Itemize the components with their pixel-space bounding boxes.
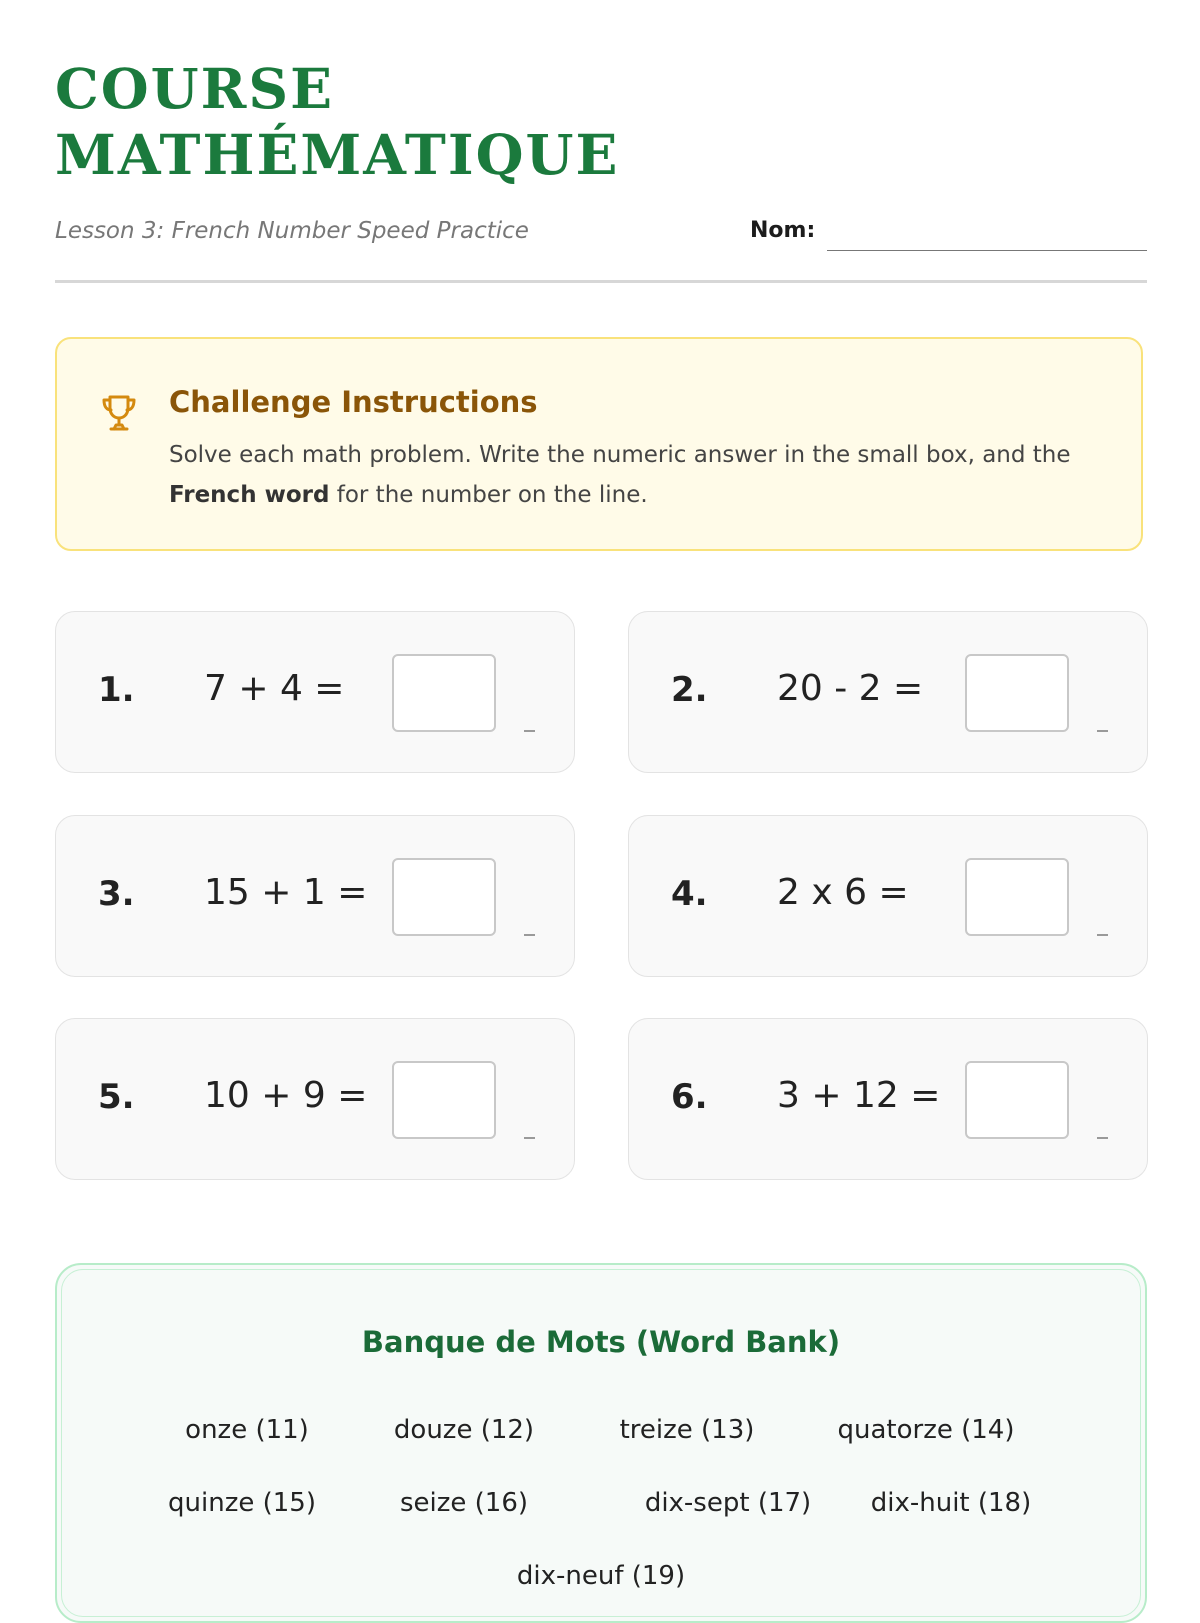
french-word-line[interactable] (1097, 934, 1108, 936)
word-bank-title: Banque de Mots (Word Bank) (361, 1325, 841, 1359)
word-bank-item: dix-huit (18) (870, 1488, 1032, 1518)
instructions-text (169, 435, 1119, 515)
problem-card-3 (55, 815, 575, 977)
answer-box[interactable] (965, 654, 1069, 732)
word-bank (55, 1263, 1147, 1623)
problem-expression: 10 + 9 = (204, 1075, 368, 1116)
answer-box[interactable] (965, 858, 1069, 936)
problem-expression: 7 + 4 = (204, 668, 345, 709)
header-divider (55, 280, 1147, 283)
problem-expression: 20 - 2 = (777, 668, 924, 709)
worksheet-page (55, 0, 1147, 1600)
problem-expression: 3 + 12 = (777, 1075, 941, 1116)
word-bank-item: dix-neuf (19) (516, 1561, 686, 1591)
problem-card-4 (628, 815, 1148, 977)
instructions-box (55, 337, 1143, 551)
instructions-text-start: Solve each math problem. Write the numeric answer in the small box, and the (169, 442, 1071, 468)
french-word-line[interactable] (524, 730, 535, 732)
french-word-line[interactable] (524, 1137, 535, 1139)
problem-expression: 15 + 1 = (204, 872, 368, 913)
word-bank-item: seize (16) (399, 1488, 529, 1518)
trophy-icon (97, 391, 141, 435)
word-bank-item: douze (12) (393, 1415, 535, 1445)
answer-box[interactable] (965, 1061, 1069, 1139)
instructions-title: Challenge Instructions (169, 385, 538, 419)
instructions-text-bold: French word (169, 482, 330, 508)
word-bank-item: onze (11) (185, 1415, 309, 1445)
answer-box[interactable] (392, 858, 496, 936)
title-line-2: MATHÉMATIQUE (55, 122, 620, 187)
lesson-subtitle: Lesson 3: French Number Speed Practice (55, 218, 529, 244)
name-label: Nom: (750, 218, 816, 243)
problem-number: 2. (671, 670, 708, 710)
title-line-1: COURSE (55, 56, 334, 121)
word-bank-item: quatorze (14) (837, 1415, 1015, 1445)
problem-card-5 (55, 1018, 575, 1180)
problem-expression: 2 x 6 = (777, 872, 909, 913)
problem-number: 4. (671, 874, 708, 914)
problem-number: 1. (98, 670, 135, 710)
problem-card-6 (628, 1018, 1148, 1180)
problem-card-1 (55, 611, 575, 773)
instructions-text-end: for the number on the line. (329, 482, 648, 508)
word-bank-item: treize (13) (619, 1415, 755, 1445)
answer-box[interactable] (392, 1061, 496, 1139)
french-word-line[interactable] (524, 934, 535, 936)
problem-number: 3. (98, 874, 135, 914)
problem-number: 5. (98, 1077, 135, 1117)
problem-number: 6. (671, 1077, 708, 1117)
french-word-line[interactable] (1097, 1137, 1108, 1139)
answer-box[interactable] (392, 654, 496, 732)
french-word-line[interactable] (1097, 730, 1108, 732)
name-input-line[interactable] (827, 250, 1147, 251)
problem-card-2 (628, 611, 1148, 773)
word-bank-item: dix-sept (17) (644, 1488, 812, 1518)
page-title (55, 56, 619, 188)
word-bank-item: quinze (15) (168, 1488, 316, 1518)
